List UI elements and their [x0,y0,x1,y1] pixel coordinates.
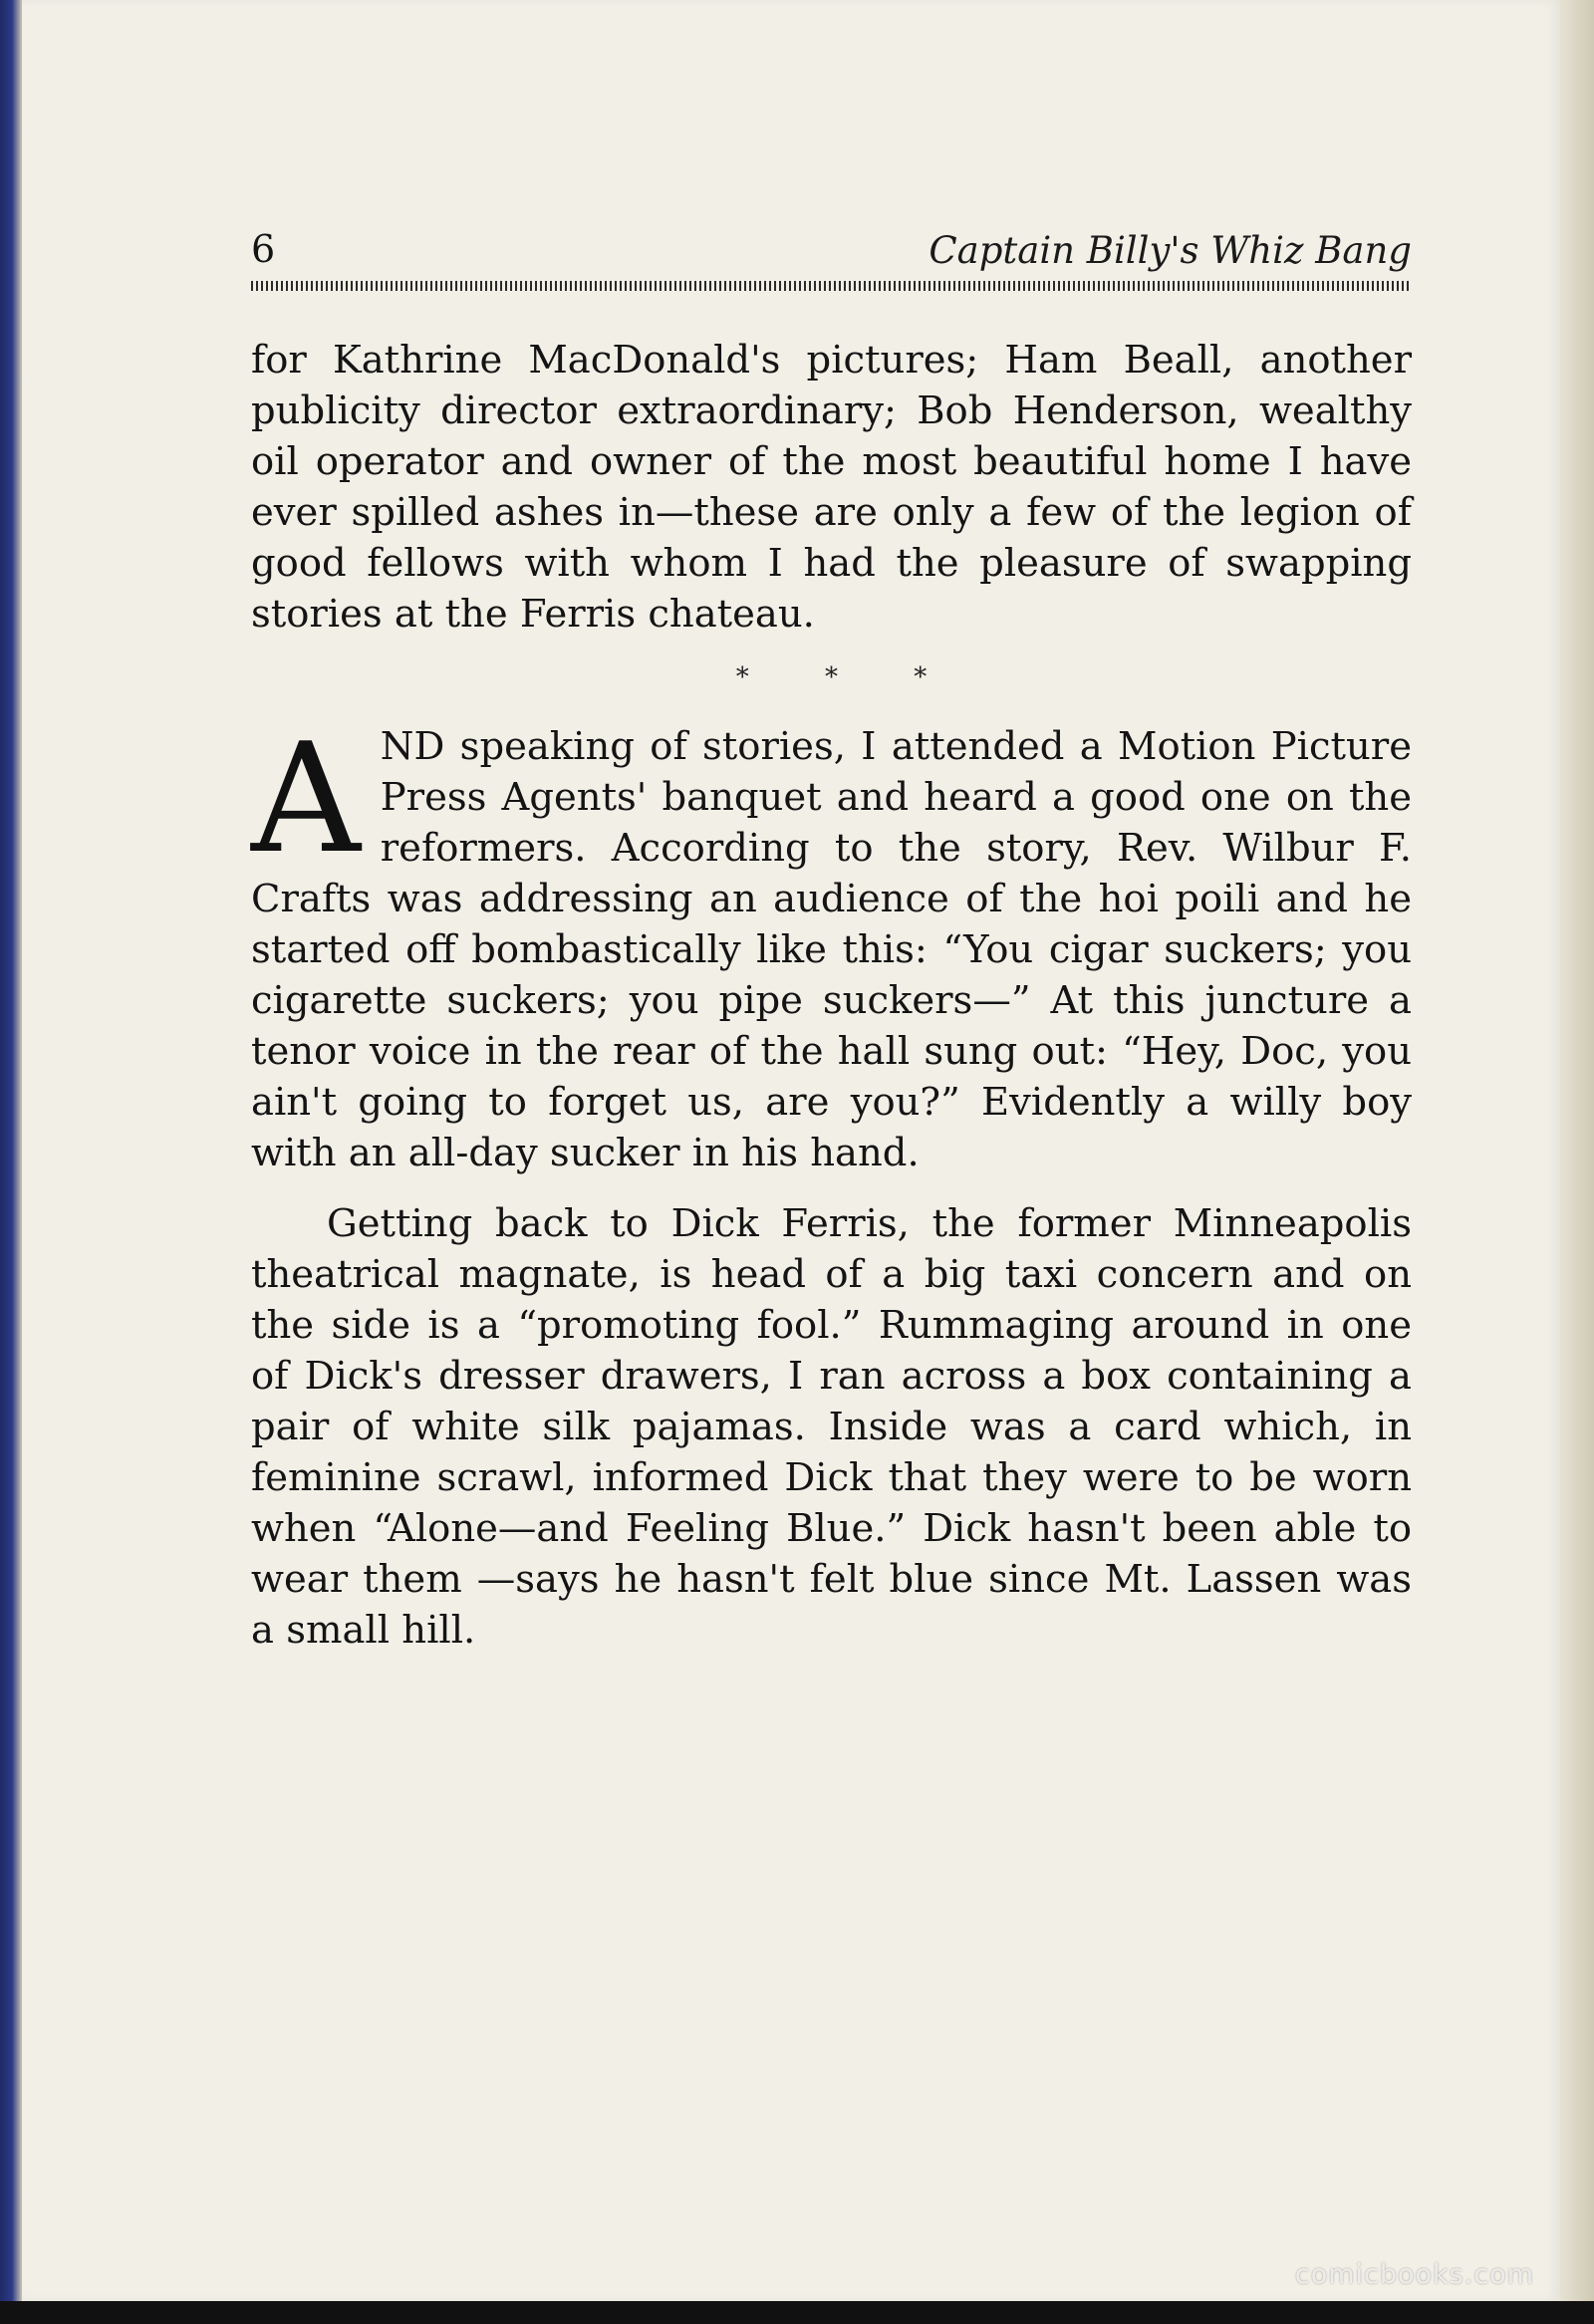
page-header [251,227,1412,277]
paragraph-2 [251,710,1412,1178]
binding-spine [0,0,22,2324]
watermark: comicbooks.com [1294,2259,1534,2290]
bottom-band [0,2301,1594,2324]
paragraph-2-text: ND speaking of stories, I attended a Motion Picture Press Agents' banquet and heard a good one on the reformers. According to the story, Rev. Wilbur F. Crafts was addressing an audience of the hoi poili and he started off bombastically like this: “You cigar suckers; you cigarette suckers; you pipe suckers—” At this juncture a tenor voice in the rear of the hall sung out: “Hey, Doc, you ain't going to forget us, are you?” Evidently a willy boy with an all-day sucker in his hand. [251,724,1412,1175]
running-title: Captain Billy's Whiz Bang [929,229,1412,272]
paragraph-3: Getting back to Dick Ferris, the former Minneapolis theatrical magnate, is head of a big taxi concern and on the side is a “promoting fool.” Rummaging around in one of Dick's dresser drawers, I ran across a box containing a pair of white silk pajamas. Inside was a card which, in feminine scrawl, informed Dick that they were to be worn when “Alone—and Feeling Blue.” Dick hasn't been able to wear them —says he hasn't felt blue since Mt. Lassen was a small hill. [251,1201,1412,1653]
page-edge [1560,0,1594,2324]
drop-cap: A [251,710,361,887]
section-separator: * * * [735,662,961,692]
paragraph-1: for Kathrine MacDonald's pictures; Ham Beall, another publicity director extraordinary; Bob Henderson, wealthy oil operator and owner of the most beautiful home I have ever spilled ashes in—these are only a few of the legion of good fellows with whom I had the pleasure of swapping stories at the Ferris chateau. [251,338,1412,637]
page-number: 6 [251,227,276,271]
header-rule [251,281,1412,291]
article-body [251,335,1412,1656]
